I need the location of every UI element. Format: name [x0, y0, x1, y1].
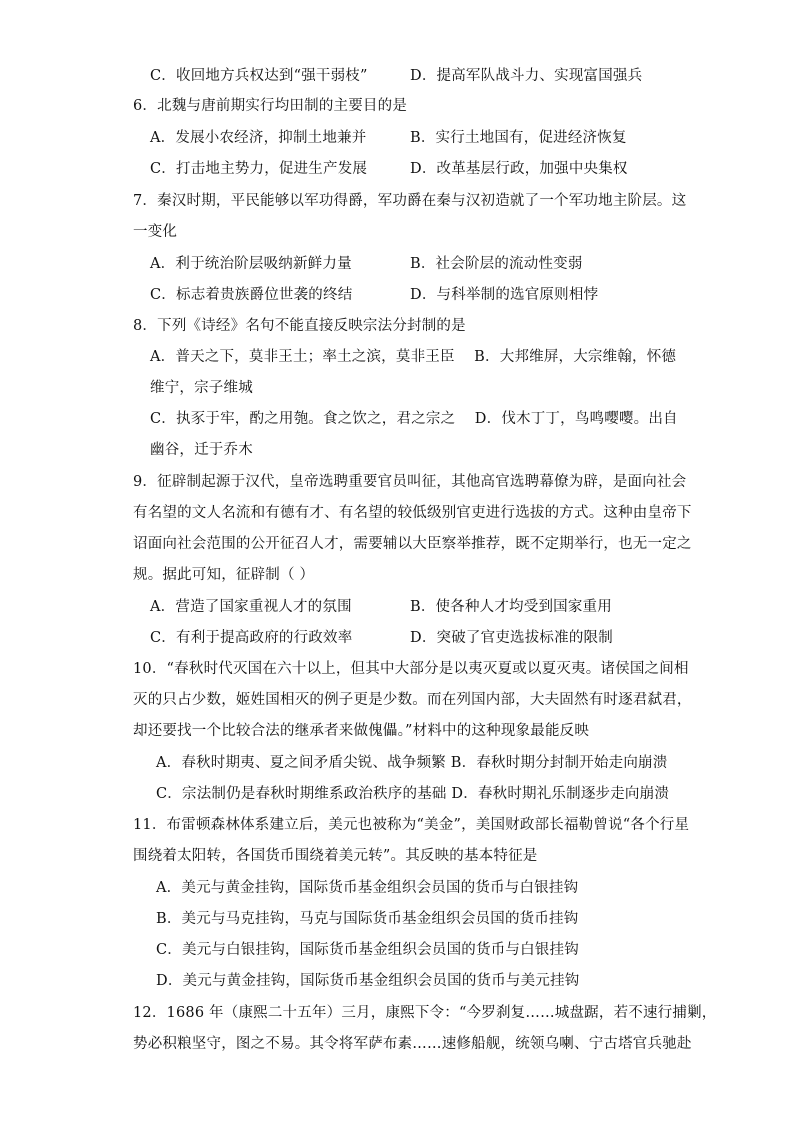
question-11-option-d: D．美元与黄金挂钩，国际货币基金组织会员国的货币与美元挂钩 [156, 973, 580, 989]
option-d-prev: D．提高军队战斗力、实现富国强兵 [410, 68, 643, 84]
question-11-option-a: A．美元与黄金挂钩，国际货币基金组织会员国的货币与白银挂钩 [156, 880, 579, 896]
question-11-option-c: C．美元与白银挂钩，国际货币基金组织会员国的货币与白银挂钩 [156, 942, 579, 958]
question-8-stem: 8．下列《诗经》名句不能直接反映宗法分封制的是 [133, 318, 466, 334]
question-6-stem: 6．北魏与唐前期实行均田制的主要目的是 [133, 98, 408, 114]
question-10-stem-line-1: 10．“春秋时代灭国在六十以上，但其中大部分是以夷灭夏或以夏灭夷。诸侯国之间相 [133, 661, 689, 677]
question-7-option-a: A．利于统治阶层吸纳新鲜力量 [150, 256, 352, 272]
question-7-stem-line-1: 7．秦汉时期，平民能够以军功得爵，军功爵在秦与汉初造就了一个军功地主阶层。这 [133, 193, 687, 209]
question-11-stem-line-2: 围绕着太阳转，各国货币围绕着美元转”。其反映的基本特征是 [133, 848, 538, 864]
question-9-option-d: D．突破了官吏选拔标准的限制 [410, 630, 613, 646]
question-6-option-d: D．改革基层行政，加强中央集权 [410, 161, 628, 177]
question-12-stem-line-1: 12．1686 年（康熙二十五年）三月，康熙下令：“今罗刹复……城盘踞，若不速行捕剿， [133, 1005, 717, 1021]
question-9-stem-line-2: 有名望的文人名流和有德有才、有名望的较低级别官吏进行选拔的方式。这种由皇帝下 [133, 505, 692, 521]
question-8-option-line-3: C．执豕于牢，酌之用匏。食之饮之，君之宗之 D．伐木丁丁，鸟鸣嘤嘤。出自 [150, 411, 678, 427]
question-7-option-b: B．社会阶层的流动性变弱 [410, 256, 583, 272]
question-10-stem-line-3: 却还要找一个比较合法的继承者来做傀儡。”材料中的这种现象最能反映 [133, 723, 590, 739]
question-10-stem-line-2: 灭的只占少数，姬姓国相灭的例子更是少数。而在列国内部，大夫固然有时逐君弑君， [133, 692, 692, 708]
question-7-stem-line-2: 一变化 [133, 224, 178, 240]
question-9-stem-line-3: 诏面向社会范围的公开征召人才，需要辅以大臣察举推荐，既不定期举行，也无一定之 [133, 536, 692, 552]
question-6-option-c: C．打击地主势力，促进生产发展 [150, 161, 368, 177]
question-8-option-line-1: A．普天之下，莫非王土；率土之滨，莫非王臣 B．大邦维屏，大宗维翰，怀德 [150, 349, 677, 365]
question-10-option-line-1: A．春秋时期夷、夏之间矛盾尖锐、战争频繁 B．春秋时期分封制开始走向崩溃 [156, 755, 668, 771]
question-9-stem-line-4: 规。据此可知，征辟制（ ） [133, 567, 315, 583]
question-6-option-b: B．实行土地国有，促进经济恢复 [410, 130, 627, 146]
question-7-option-d: D．与科举制的选官原则相悖 [410, 287, 599, 303]
question-6-option-a: A．发展小农经济，抑制土地兼并 [150, 130, 367, 146]
option-c-prev: C．收回地方兵权达到“强干弱枝” [150, 68, 368, 84]
question-11-option-b: B．美元与马克挂钩，马克与国际货币基金组织会员国的货币挂钩 [156, 911, 579, 927]
question-8-option-line-4: 幽谷，迁于乔木 [150, 442, 253, 458]
question-9-option-b: B．使各种人才均受到国家重用 [410, 599, 612, 615]
question-10-option-line-2: C．宗法制仍是春秋时期维系政治秩序的基础 D．春秋时期礼乐制逐步走向崩溃 [156, 786, 670, 802]
question-11-stem-line-1: 11．布雷顿森林体系建立后，美元也被称为“美金”，美国财政部长福勒曾说“各个行星 [133, 817, 690, 833]
question-7-option-c: C．标志着贵族爵位世袭的终结 [150, 287, 353, 303]
question-12-stem-line-2: 势必积粮坚守，图之不易。其令将军萨布素……速修船舰，统领乌喇、宁古塔官兵驰赴 [133, 1036, 692, 1052]
question-9-option-c: C．有利于提高政府的行政效率 [150, 630, 353, 646]
question-9-option-a: A．营造了国家重视人才的氛围 [150, 599, 352, 615]
question-8-option-line-2: 维宁，宗子维城 [150, 380, 253, 396]
question-9-stem-line-1: 9．征辟制起源于汉代，皇帝选聘重要官员叫征，其他高官选聘幕僚为辟，是面向社会 [133, 474, 687, 490]
